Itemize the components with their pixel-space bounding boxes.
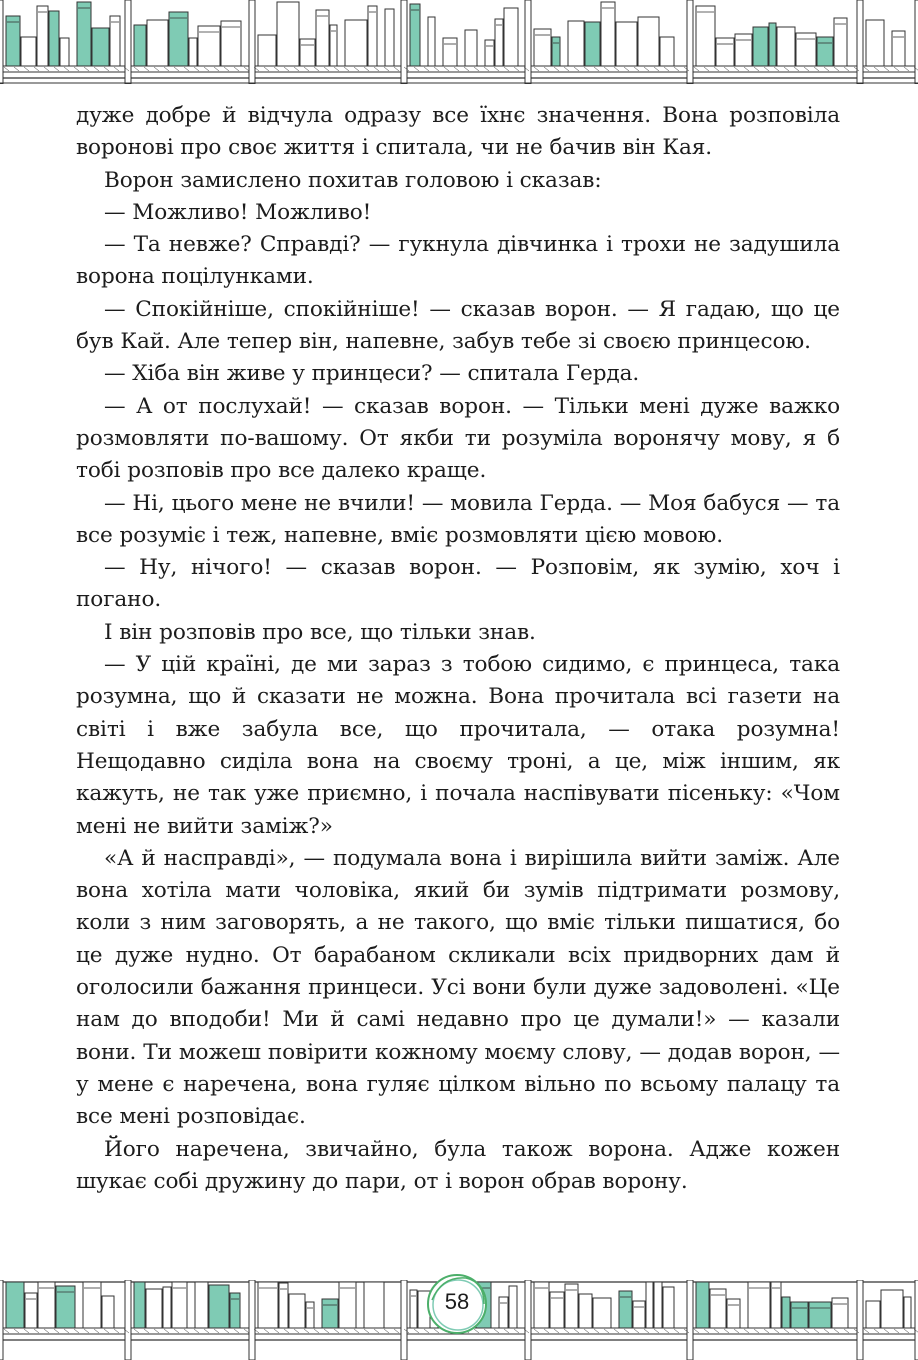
paragraph: — У цій країні, де ми зараз з тобою сидимо, є принцеса, така розумна, що й сказати не можна. Вона прочитала всі газети на світі і вже забула все, що прочитала, — отака розумна! Нещодавно сиділа вона на своєму троні, а це, між іншим, як кажуть, не так уже приємно, і почала наспівувати пісеньку: «Чом мені не вийти заміж?» [76,652,840,839]
bookshelf-illustration-icon [0,0,918,84]
story-text [76,100,840,1198]
paragraph: — Спокійніше, спокійніше! — сказав ворон. — Я гадаю, що це був Кай. Але тепер він, напевне, забув тебе зі своєю принцесою. [76,296,840,355]
paragraph: — Можливо! Можливо! [104,199,372,225]
page-number: 58 [444,1289,470,1314]
page-number-badge [422,1270,492,1340]
paragraph: — А от послухай! — сказав ворон. — Тільки мені дуже важко розмовляти по-вашому. От якби ти розуміла воронячу мову, я б тобі розповів про все далеко краще. [76,393,840,484]
paragraph: — Ну, нічого! — сказав ворон. — Розповім, як зумію, хоч і погано. [76,555,840,613]
paragraph: — Ні, цього мене не вчили! — мовила Герда. — Моя бабуся — та все розуміє і теж, напевне, вміє розмовляти цією мовою. [76,490,840,548]
paragraph: дуже добре й відчула одразу все їхнє значення. Вона розповіла воронові про своє життя і спитала, чи не бачив він Кая. [76,103,840,161]
paragraph: Його наречена, звичайно, була також ворона. Адже кожен шукає собі дружину до пари, от і ворон обрав ворону. [76,1136,840,1194]
paragraph: «А й насправді», — подумала вона і вирішила вийти заміж. Але вона хотіла мати чоловіка, який би зумів підтримати розмову, коли з ним заговорять, а не такого, що вміє тільки пишатися, бо це дуже нудно. От барабаном скликали всіх придворних дам й оголосили бажання принцеси. Усі вони були дуже задоволені. «Це нам до вподоби! Ми й самі недавно про це думали!» — казали вони. Ти можеш повірити кожному моєму слову, — додав ворон, — у мене є наречена, вона гуляє цілком вільно по всьому палацу та все мені розповідає. [76,845,840,1130]
paragraph: — Хіба він живе у принцеси? — спитала Герда. [104,361,640,387]
paragraph: — Та невже? Справді? — гукнула дівчинка і трохи не задушила ворона поцілунками. [76,232,840,290]
paragraph: Ворон замислено похитав головою і сказав: [104,167,602,193]
bookshelf-border-top [0,0,918,84]
paragraph: І він розповів про все, що тільки знав. [104,619,536,645]
